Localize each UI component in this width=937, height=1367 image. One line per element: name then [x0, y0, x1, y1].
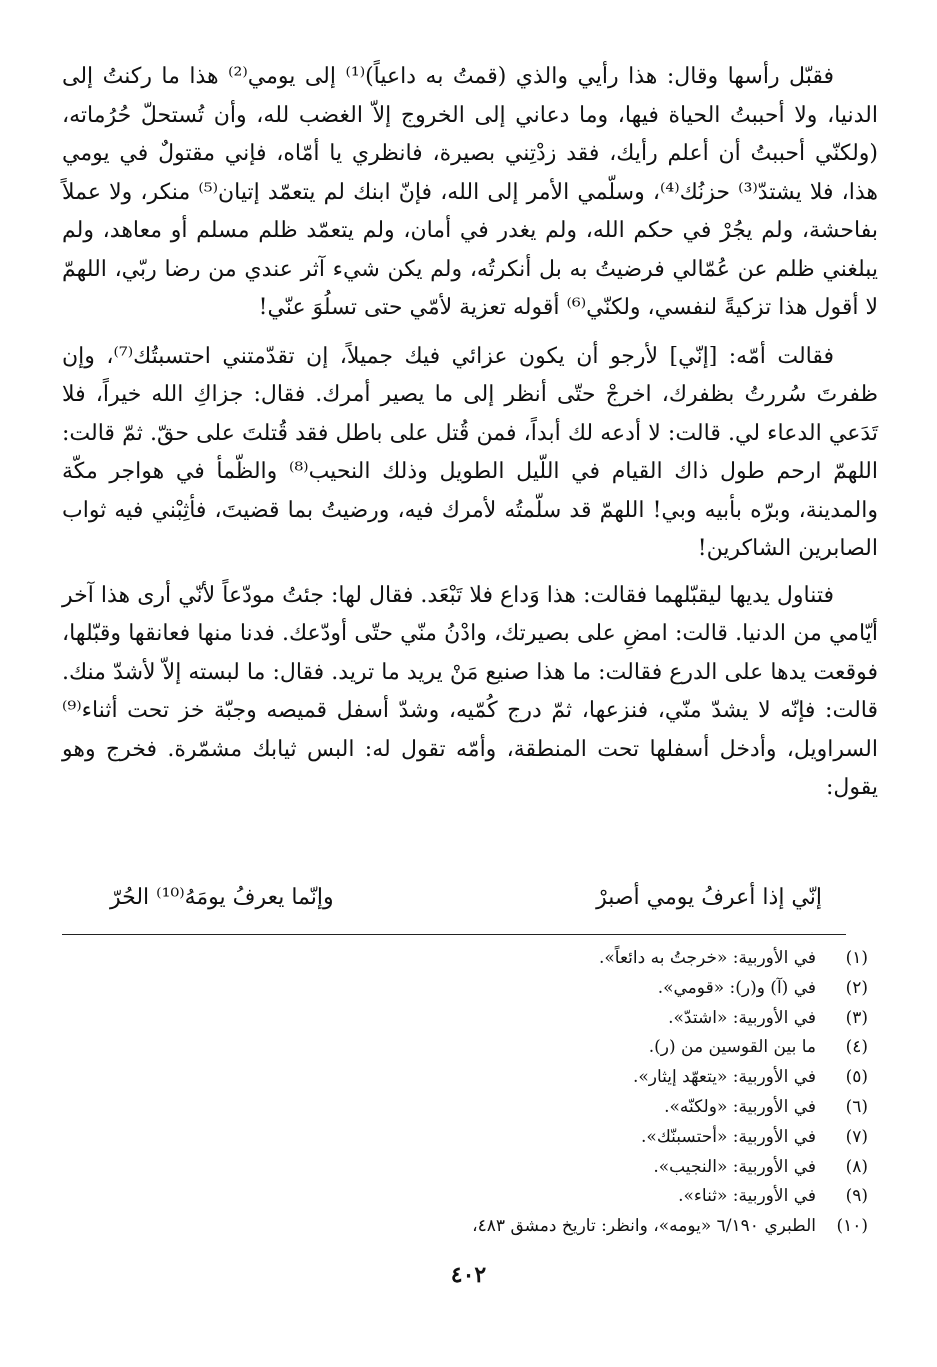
footnote-item — [62, 1182, 868, 1212]
footnote-item — [62, 1093, 868, 1123]
footnote-item — [62, 974, 868, 1004]
footnote-text: ما بين القوسين من (ر). — [648, 1037, 816, 1058]
footnote-text: في الأوربية: «اشتدّ». — [668, 1007, 816, 1028]
page-number: ٤٠٢ — [450, 1262, 487, 1288]
footnote-text: في الأوربية: «النجيب». — [653, 1156, 816, 1177]
footnote-number: (٨) — [845, 1156, 868, 1177]
paragraph-3: فتناول يديها ليقبّلهما فقالت: هذا وَداع فلا تَبْعَد. فقال لها: جئتُ مودّعاً لأنّي أرى هذا آخر أيّامي من الدنيا. قالت: امضِ على بصيرتك، وادْنُ منّي حتّى أودّعك. فدنا منها فعانقها وقبّلها، فوقعت يدها على الدرع فقالت: ما هذا صنيع مَنْ يريد ما تريد. فقال: ما لبسته إلاّ لأشدّ منك. قالت: فإنّه لا يشدّ منّي، فنزعها، ثمّ درج كُمّيه، وشدّ أسفل قميصه وجبّة خز تحت أثناء⁽⁹⁾ السراويل، وأدخل أسفلها تحت المنطقة، وأمّه تقول له: البس ثيابك مشمّرة. فخرج وهو يقول: — [62, 582, 878, 800]
footnote-number: (١) — [845, 948, 868, 968]
footnote-number: (٢) — [845, 977, 868, 998]
footnotes — [62, 944, 868, 1242]
footnote-item — [62, 1004, 868, 1034]
footnote-text: في الأوربية: «أحتسبنّك». — [641, 1126, 816, 1147]
main-text — [62, 58, 878, 816]
footnote-number: (٣) — [845, 1007, 868, 1028]
poetry-verse — [110, 880, 822, 920]
footnote-text: في الأوربية: «يتعهّد إيثار». — [632, 1067, 816, 1088]
footnote-number: (٤) — [845, 1037, 868, 1058]
verse-second-hemistich: وإنّما يعرفُ يومَهُ⁽¹⁰⁾ الحُرّ — [110, 885, 334, 910]
verse-first-hemistich: إنّي إذا أعرفُ يومي أصبرْ — [596, 885, 822, 910]
footnote-item — [62, 1212, 868, 1242]
footnote-number: (٩) — [845, 1186, 868, 1207]
footnote-number: (٦) — [845, 1096, 868, 1117]
footnote-text: في الأوربية: «ثناء». — [678, 1186, 816, 1207]
footnote-separator — [62, 934, 846, 935]
footnote-text: في (آ) و(ر): «قومي». — [657, 977, 816, 998]
footnote-text: الطبري ٦/١٩٠ «يومه»، وانظر: تاريخ دمشق ٤٨٣، — [472, 1216, 816, 1237]
footnote-item — [62, 1153, 868, 1183]
footnote-number: (٥) — [845, 1067, 868, 1088]
paragraph-2: فقالت أمّه: [إنّي] لأرجو أن يكون عزائي فيك جميلاً، إن تقدّمتني احتسبتُك⁽⁷⁾، وإن ظفرتَ سُررتُ بظفرك، اخرجْ حتّى أنظر إلى ما يصير أمرك. فقال: جزاكِ الله خيراً، فلا تَدَعي الدعاء لي. قالت: لا أدعه لك أبداً، فمن قُتل على باطل فقد قُتلتَ على حقّ. ثمّ قالت: اللهمّ ارحم طول ذاك القيام في اللّيل الطويل وذلك النحيب⁽⁸⁾ والظّمأ في هواجر مكّة والمدينة، وبرّه بأبيه وبي! اللهمّ قد سلّمتُه لأمرك فيه، ورضيتُ بما قضيتَ، فأثِبْني فيه ثواب الصابرين الشاكرين! — [62, 343, 878, 561]
footnote-item — [62, 1033, 868, 1063]
footnote-number: (٧) — [845, 1126, 868, 1147]
paragraph-1: فقبّل رأسها وقال: هذا رأيي والذي (قمتُ به داعياً)⁽¹⁾ إلى يومي⁽²⁾ هذا ما ركنتُ إلى الدنيا، ولا أحببتُ الحياة فيها، وما دعاني إلى الخروج إلاّ الغضب لله، وأن تُستحلّ حُرُماته، (ولكنّي أحببتُ أن أعلم رأيك، فقد زدْتِني بصيرة، فانظري يا أمّاه، فإني مقتولٌ في يومي هذا، فلا يشتدّ⁽³⁾ حزنُك⁽⁴⁾، وسلّمي الأمر إلى الله، فإنّ ابنك لم يتعمّد إتيان⁽⁵⁾ منكر، ولا عملاً بفاحشة، ولم يجُرْ في حكم الله، ولم يغدر في أمان، ولم يتعمّد ظلم مسلم أو معاهد، ولم يبلغني ظلم عن عُمّالي فرضيتُ به بل أنكرتُه، ولم يكن شيء آثر عندي من رضا ربّي، اللهمّ لا أقول هذا تزكيةً لنفسي، ولكنّي⁽⁶⁾ أقوله تعزية لأمّي حتى تسلُوَ عنّي! — [62, 64, 879, 320]
footnote-text: في الأوربية: «ولكنّه». — [664, 1096, 816, 1117]
footnote-item — [62, 1063, 868, 1093]
footnote-item — [62, 944, 868, 974]
footnote-item — [62, 1123, 868, 1153]
footnote-number: (١٠) — [836, 1216, 868, 1237]
footnote-text: في الأوربية: «خرجتُ به دائعاً». — [599, 948, 816, 968]
